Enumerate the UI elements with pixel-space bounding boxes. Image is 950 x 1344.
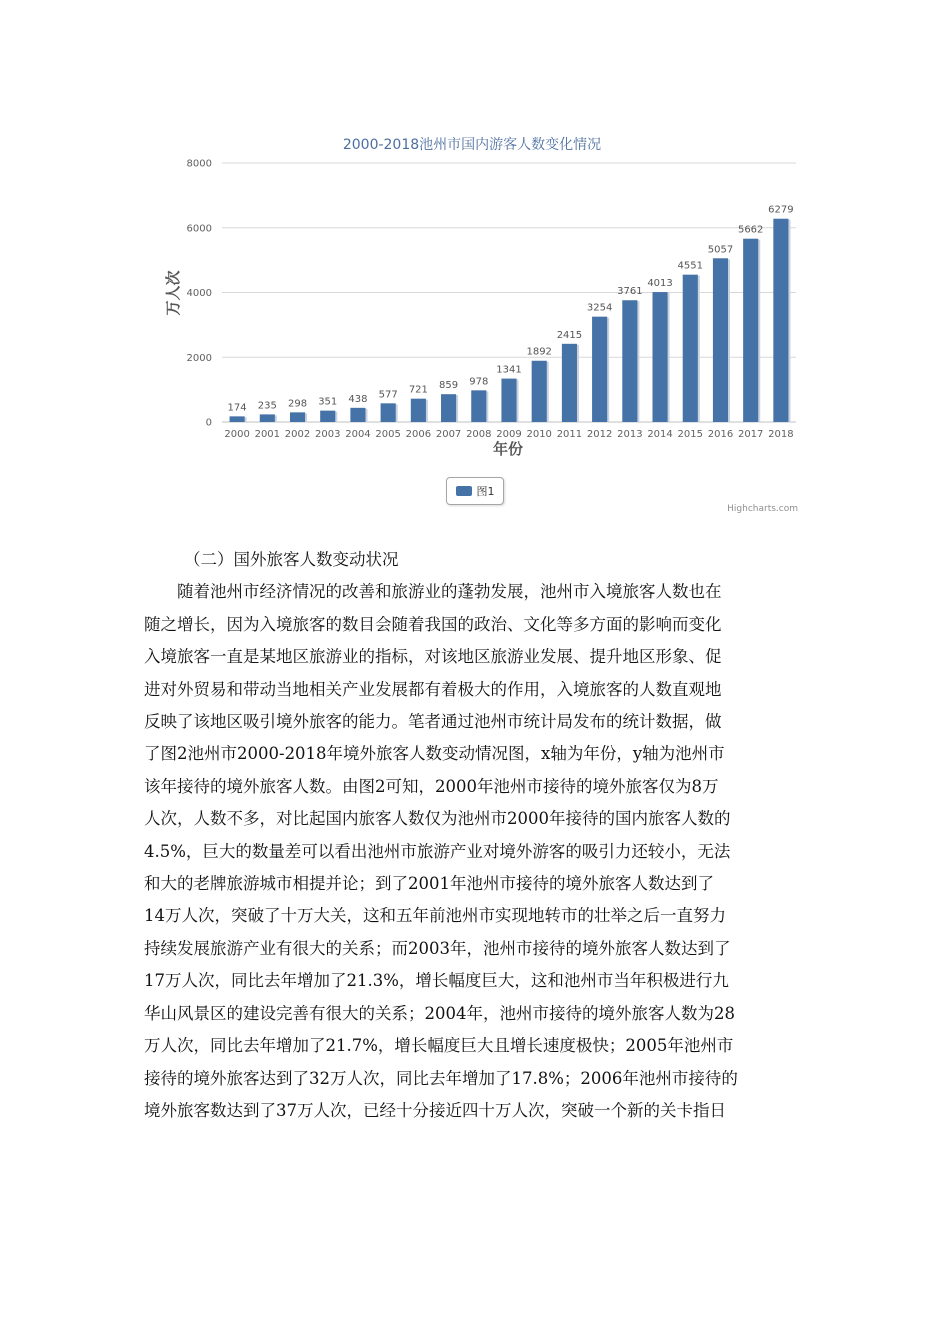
paragraph-line: 华山风景区的建设完善有很大的关系；2004年，池州市接待的境外旅客人数为28 [144,1003,735,1023]
paragraph-line: 17万人次，同比去年增加了21.3%，增长幅度巨大，这和池州市当年积极进行九 [144,971,729,991]
paragraph-line: 进对外贸易和带动当地相关产业发展都有着极大的作用，入境旅客的人数直观地 [144,679,722,699]
paragraph-line: 境外旅客数达到了37万人次，已经十分接近四十万人次，突破一个新的关卡指日 [144,1100,726,1120]
paragraph-line: 4.5%，巨大的数量差可以看出池州市旅游产业对境外游客的吸引力还较小，无法 [144,841,731,861]
paragraph-line: 人次，人数不多，对比起国内旅客人数仅为池州市2000年接待的国内旅客人数的 [144,809,731,829]
legend[interactable] [446,477,504,505]
y-tick-label: 2000 [186,352,212,364]
data-label: 577 [378,389,398,401]
paragraph-line: 该年接待的境外旅客人数。由图2可知，2000年池州市接待的境外旅客仅为8万 [144,776,719,796]
data-label: 2415 [556,329,583,341]
data-label: 298 [287,398,308,410]
x-tick-label: 2014 [647,429,673,440]
data-label: 3254 [586,302,613,314]
data-label: 3761 [617,286,643,298]
data-label: 1892 [526,346,552,358]
y-tick-label: 0 [205,417,212,429]
bar [471,390,486,422]
data-label: 174 [227,402,247,414]
data-label: 351 [318,396,338,408]
section-heading-text: （二）国外旅客人数变动状况 [184,550,399,569]
y-tick-label: 4000 [186,288,212,299]
bar-chart [150,120,810,530]
x-tick-label: 2017 [737,429,764,440]
y-axis-label: 万人次 [164,270,182,316]
paragraph-line: 和大的老牌旅游城市相提并论；到了2001年池州市接待的境外旅客人数达到了 [144,874,714,894]
paragraph-line: 入境旅客一直是某地区旅游业的指标，对该地区旅游业发展、提升地区形象、促 [144,647,722,667]
section-heading [144,544,810,576]
bar [532,361,547,422]
bar [230,416,245,422]
bar [350,408,365,422]
data-label: 438 [348,393,368,405]
data-label: 235 [257,400,277,412]
paragraph-line: 万人次，同比去年增加了21.7%，增长幅度巨大且增长速度极快；2005年池州市 [144,1036,734,1056]
data-label: 4013 [647,278,673,290]
x-tick-labels [224,429,793,440]
x-tick-label: 2007 [435,429,462,440]
bar [441,394,456,422]
document-body [144,544,810,1127]
bar [320,411,335,422]
bar [743,239,758,422]
bar [501,379,516,422]
data-label: 978 [469,376,489,388]
bar [773,219,788,422]
data-label: 5662 [737,224,764,236]
data-label: 859 [439,380,459,392]
x-tick-label: 2005 [375,429,401,440]
bar [592,317,607,422]
x-tick-label: 2012 [586,429,613,440]
x-tick-label: 2002 [284,429,311,440]
x-tick-label: 2000 [224,429,250,440]
x-tick-label: 2008 [466,429,492,440]
x-tick-label: 2009 [496,429,522,440]
paragraph-line: 接待的境外旅客达到了32万人次，同比去年增加了17.8%；2006年池州市接待的 [144,1068,738,1088]
x-tick-label: 2011 [556,429,583,440]
bar [260,414,275,422]
paragraph-line: 了图2池州市2000-2018年境外旅客人数变动情况图，x轴为年份，y轴为池州市 [144,744,725,764]
data-label: 6279 [768,204,794,216]
x-tick-label: 2001 [254,429,281,440]
data-label: 721 [408,384,428,396]
x-tick-label: 2003 [315,429,341,440]
paragraph-line: 持续发展旅游产业有很大的关系；而2003年，池州市接待的境外旅客人数达到了 [144,938,731,958]
bar [653,292,668,422]
bar [562,344,577,422]
paragraph-line: 随着池州市经济情况的改善和旅游业的蓬勃发展，池州市入境旅客人数也在 [177,582,722,602]
bar [683,275,698,422]
x-tick-label: 2006 [405,429,432,440]
legend-label: 图1 [476,485,495,498]
paragraph-line: 随之增长，因为入境旅客的数目会随着我国的政治、文化等多方面的影响而变化 [144,614,722,634]
chart-title: 2000-2018池州市国内游客人数变化情况 [342,137,602,153]
chart-credits[interactable]: Highcharts.com [727,504,798,514]
y-tick-labels [187,159,212,429]
body-paragraph [144,576,810,1127]
paragraph-line: 反映了该地区吸引境外旅客的能力。笔者通过池州市统计局发布的统计数据，做 [144,712,722,732]
x-tick-label: 2016 [707,429,734,440]
x-tick-label: 2015 [677,429,703,440]
bar [411,399,426,422]
bar [713,258,728,422]
data-label: 4551 [677,260,703,272]
bar [290,412,305,422]
paragraph-line: 14万人次，突破了十万大关，这和五年前池州市实现地转市的壮举之后一直努力 [144,906,726,926]
x-axis-label: 年份 [492,440,524,458]
y-tick-label: 8000 [186,158,212,170]
legend-swatch-icon [456,486,472,496]
chart-figure [150,120,810,530]
data-label: 1341 [496,364,522,376]
y-tick-label: 6000 [186,223,212,235]
bars [227,219,791,422]
x-tick-label: 2010 [526,429,552,440]
bar [381,403,396,422]
x-tick-label: 2018 [768,429,794,440]
x-tick-label: 2013 [617,429,643,440]
data-label: 5057 [707,244,734,256]
bar [622,300,637,422]
x-tick-label: 2004 [345,429,371,440]
